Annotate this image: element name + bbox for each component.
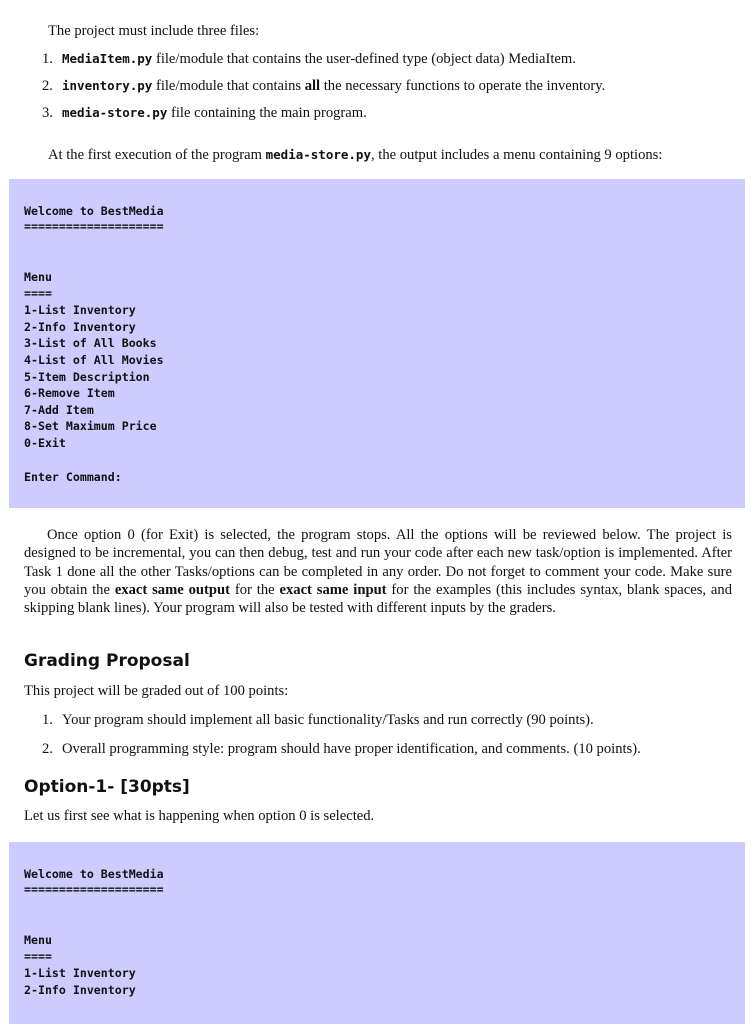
file-list-item <box>42 77 742 104</box>
description-paragraph: Once option 0 (for Exit) is selected, the program stops. All the options will be reviewed below. The project is designed to be incremental, you can then debug, test and run your code after each new task/option is implemented. After Task 1 done all the other Tasks/options can be completed in any order. Do not forget to comment your code. Make sure you obtain the exact same output for the exact same input for the examples (this includes syntax, blank spaces, and skipping blank lines). Your program will also be tested with different inputs by the graders. <box>24 527 732 617</box>
console-menu-option: 5-Item Description <box>24 370 150 384</box>
program-name-code: media-store.py <box>265 147 371 162</box>
list-number: 3. <box>42 105 53 121</box>
console-menu-option: 6-Remove Item <box>24 386 115 400</box>
console-welcome: Welcome to BestMedia <box>24 867 164 881</box>
list-number: 2. <box>42 741 53 757</box>
console-menu-option: 1-List Inventory <box>24 966 136 980</box>
intro-text: The project must include three files: <box>48 23 260 39</box>
console-menu-option: 1-List Inventory <box>24 303 136 317</box>
file-name-code: media-store.py <box>62 105 168 120</box>
file-list <box>42 50 742 131</box>
list-number: 1. <box>42 51 53 67</box>
console-menu-rule: ==== <box>24 286 52 300</box>
console-menu-title: Menu <box>24 933 52 947</box>
console-menu-option: 0-Exit <box>24 436 66 450</box>
emphasis-text: exact same input <box>279 581 387 598</box>
file-description: file containing the main program. <box>167 105 367 121</box>
file-description: file/module that contains the user-defined type (object data) MediaItem. <box>152 51 576 67</box>
file-list-item <box>42 104 742 131</box>
console-menu-title: Menu <box>24 270 52 284</box>
console-menu-option: 7-Add Item <box>24 403 94 417</box>
file-name-code: MediaItem.py <box>62 51 153 66</box>
file-list-item <box>42 50 742 77</box>
grading-heading: Grading Proposal <box>24 651 190 671</box>
list-number: 2. <box>42 78 53 94</box>
console-welcome: Welcome to BestMedia <box>24 204 164 218</box>
grading-intro: This project will be graded out of 100 points: <box>24 683 289 699</box>
console-welcome-rule: ==================== <box>24 219 164 233</box>
grading-list-item: 1. Your program should implement all basic functionality/Tasks and run correctly (90 points). <box>42 712 594 728</box>
option1-heading: Option-1- [30pts] <box>24 777 190 797</box>
console-menu-option: 2-Info Inventory <box>24 320 136 334</box>
console-menu-option: 8-Set Maximum Price <box>24 419 157 433</box>
console-prompt: Enter Command: <box>24 470 122 484</box>
console-menu-rule: ==== <box>24 949 52 963</box>
emphasis-text: exact same output <box>114 581 230 598</box>
list-number: 1. <box>42 712 53 728</box>
console-menu-option: 3-List of All Books <box>24 336 157 350</box>
console-menu-option: 2-Info Inventory <box>24 983 136 997</box>
file-name-code: inventory.py <box>62 78 153 93</box>
file-description-end: the necessary functions to operate the inventory. <box>320 78 606 94</box>
emphasis-text: all <box>304 78 321 94</box>
option1-intro: Let us first see what is happening when option 0 is selected. <box>24 808 375 824</box>
first-execution-text: At the first execution of the program media-store.py, the output includes a menu containing 9 options: <box>48 147 663 163</box>
console-output-option1 <box>9 842 745 1024</box>
console-output-menu <box>9 179 745 508</box>
grading-list <box>42 711 742 769</box>
console-welcome-rule: ==================== <box>24 882 164 896</box>
grading-list-item: 2. Overall programming style: program should have proper identification, and comments. (10 points). <box>42 741 641 757</box>
file-description: file/module that contains <box>152 78 305 94</box>
console-menu-option: 4-List of All Movies <box>24 353 164 367</box>
